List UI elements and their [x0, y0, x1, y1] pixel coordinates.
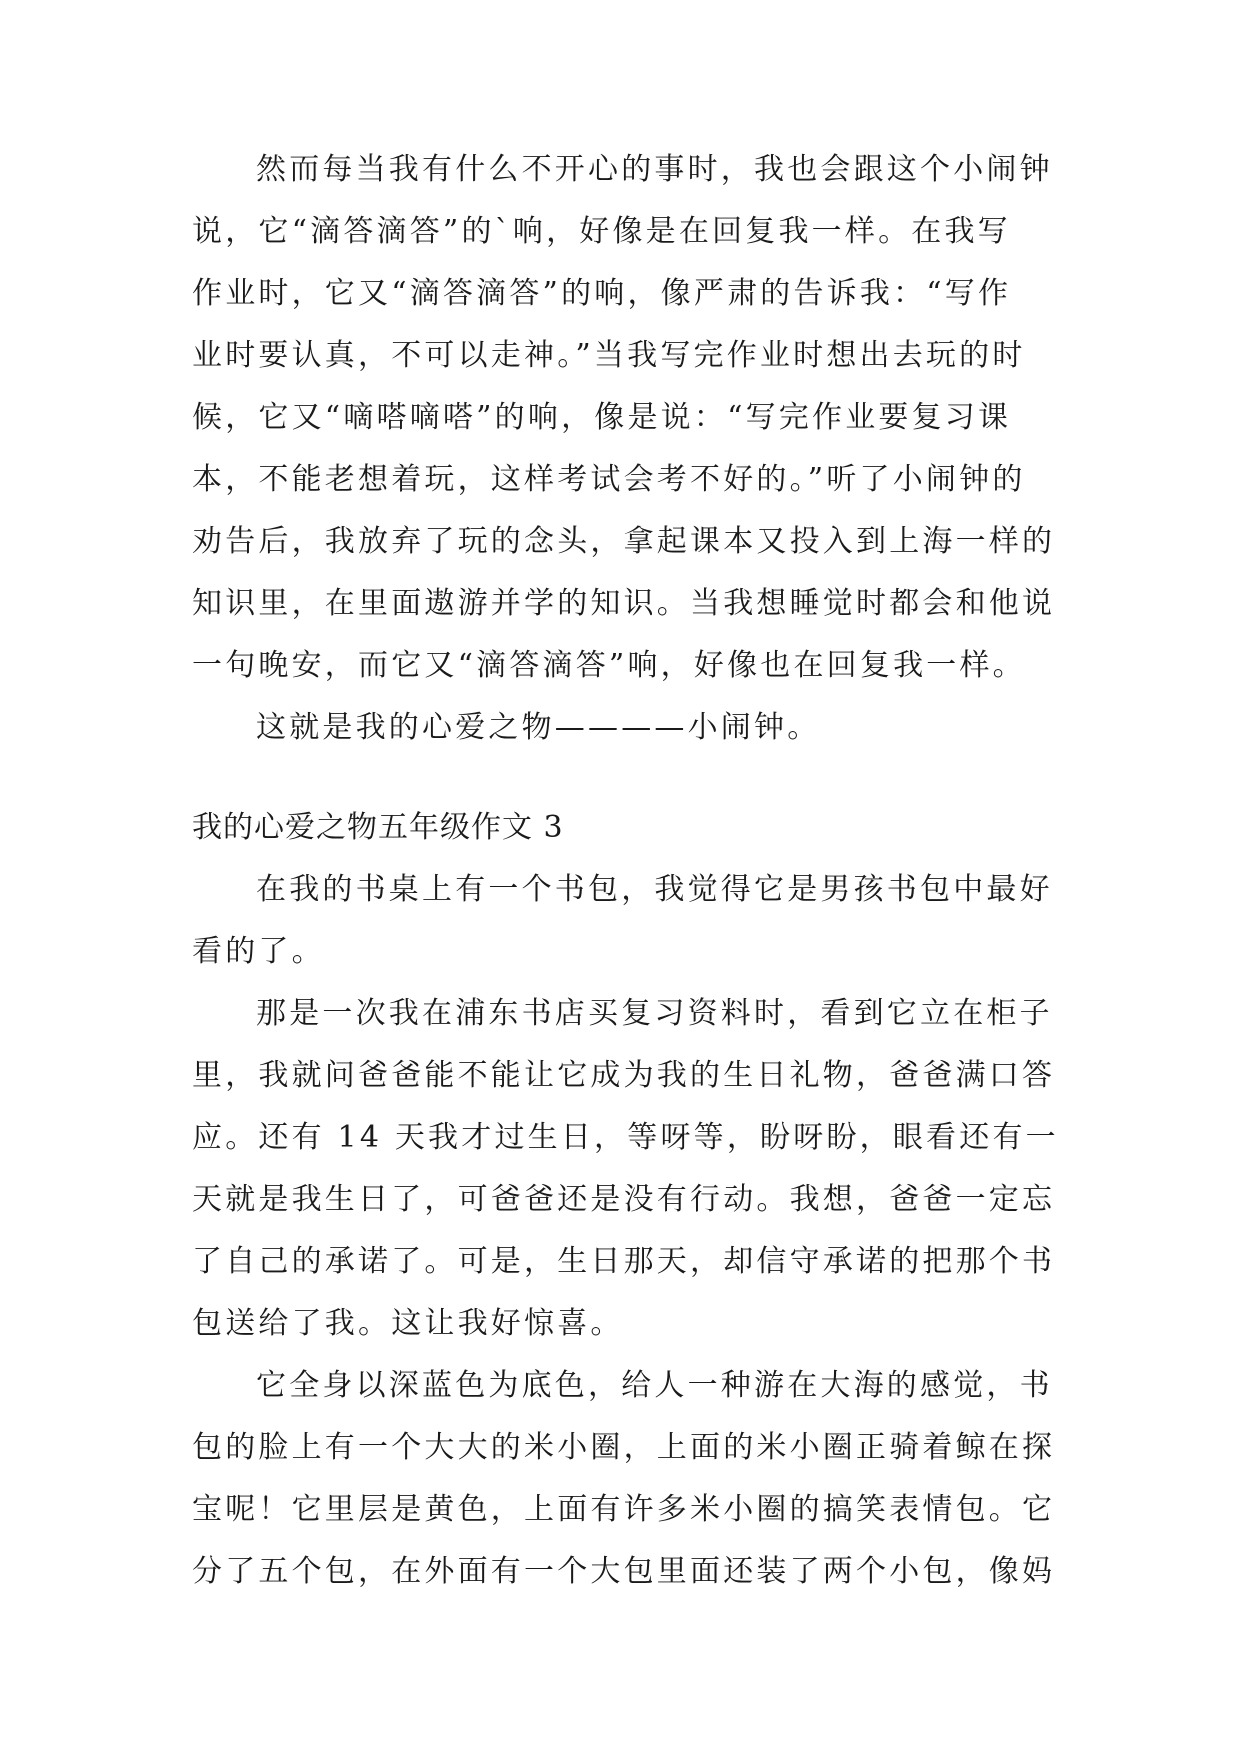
paragraph-line: 应。还有 14 天我才过生日，等呀等，盼呀盼，眼看还有一 [192, 1120, 1059, 1155]
paragraph-line: 业时要认真，不可以走神。”当我写完作业时想出去玩的时 [192, 338, 1026, 373]
paragraph-line: 天就是我生日了，可爸爸还是没有行动。我想，爸爸一定忘 [192, 1182, 1056, 1217]
section-title: 我的心爱之物五年级作文 3 [192, 810, 564, 845]
paragraph-line: 候，它又“嘀嗒嘀嗒”的响，像是说：“写完作业要复习课 [192, 400, 1012, 435]
paragraph-line: 看的了。 [192, 934, 325, 969]
paragraph-line: 宝呢！它里层是黄色，上面有许多米小圈的搞笑表情包。它 [192, 1492, 1056, 1527]
paragraph-line: 劝告后，我放弃了玩的念头，拿起课本又投入到上海一样的 [192, 524, 1056, 559]
paragraph-line: 分了五个包，在外面有一个大包里面还装了两个小包，像妈 [192, 1554, 1056, 1589]
paragraph-line: 知识里，在里面遨游并学的知识。当我想睡觉时都会和他说 [192, 586, 1056, 621]
paragraph-line: 一句晚安，而它又“滴答滴答”响，好像也在回复我一样。 [192, 648, 1026, 683]
paragraph-line: 它全身以深蓝色为底色，给人一种游在大海的感觉，书 [256, 1368, 1053, 1403]
paragraph-line: 包的脸上有一个大大的米小圈，上面的米小圈正骑着鲸在探 [192, 1430, 1056, 1465]
paragraph-line: 这就是我的心爱之物————小闹钟。 [256, 710, 821, 745]
paragraph-line: 作业时，它又“滴答滴答”的响，像严肃的告诉我：“写作 [192, 276, 1012, 311]
paragraph-line: 说，它“滴答滴答”的`响，好像是在回复我一样。在我写 [192, 214, 1011, 249]
paragraph-line: 里，我就问爸爸能不能让它成为我的生日礼物，爸爸满口答 [192, 1058, 1056, 1093]
paragraph-line: 然而每当我有什么不开心的事时，我也会跟这个小闹钟 [256, 152, 1053, 187]
paragraph-line: 在我的书桌上有一个书包，我觉得它是男孩书包中最好 [256, 872, 1053, 907]
paragraph-line: 那是一次我在浦东书店买复习资料时，看到它立在柜子 [256, 996, 1053, 1031]
paragraph-line: 包送给了我。这让我好惊喜。 [192, 1306, 624, 1341]
paragraph-line: 本，不能老想着玩，这样考试会考不好的。”听了小闹钟的 [192, 462, 1026, 497]
paragraph-line: 了自己的承诺了。可是，生日那天，却信守承诺的把那个书 [192, 1244, 1056, 1279]
